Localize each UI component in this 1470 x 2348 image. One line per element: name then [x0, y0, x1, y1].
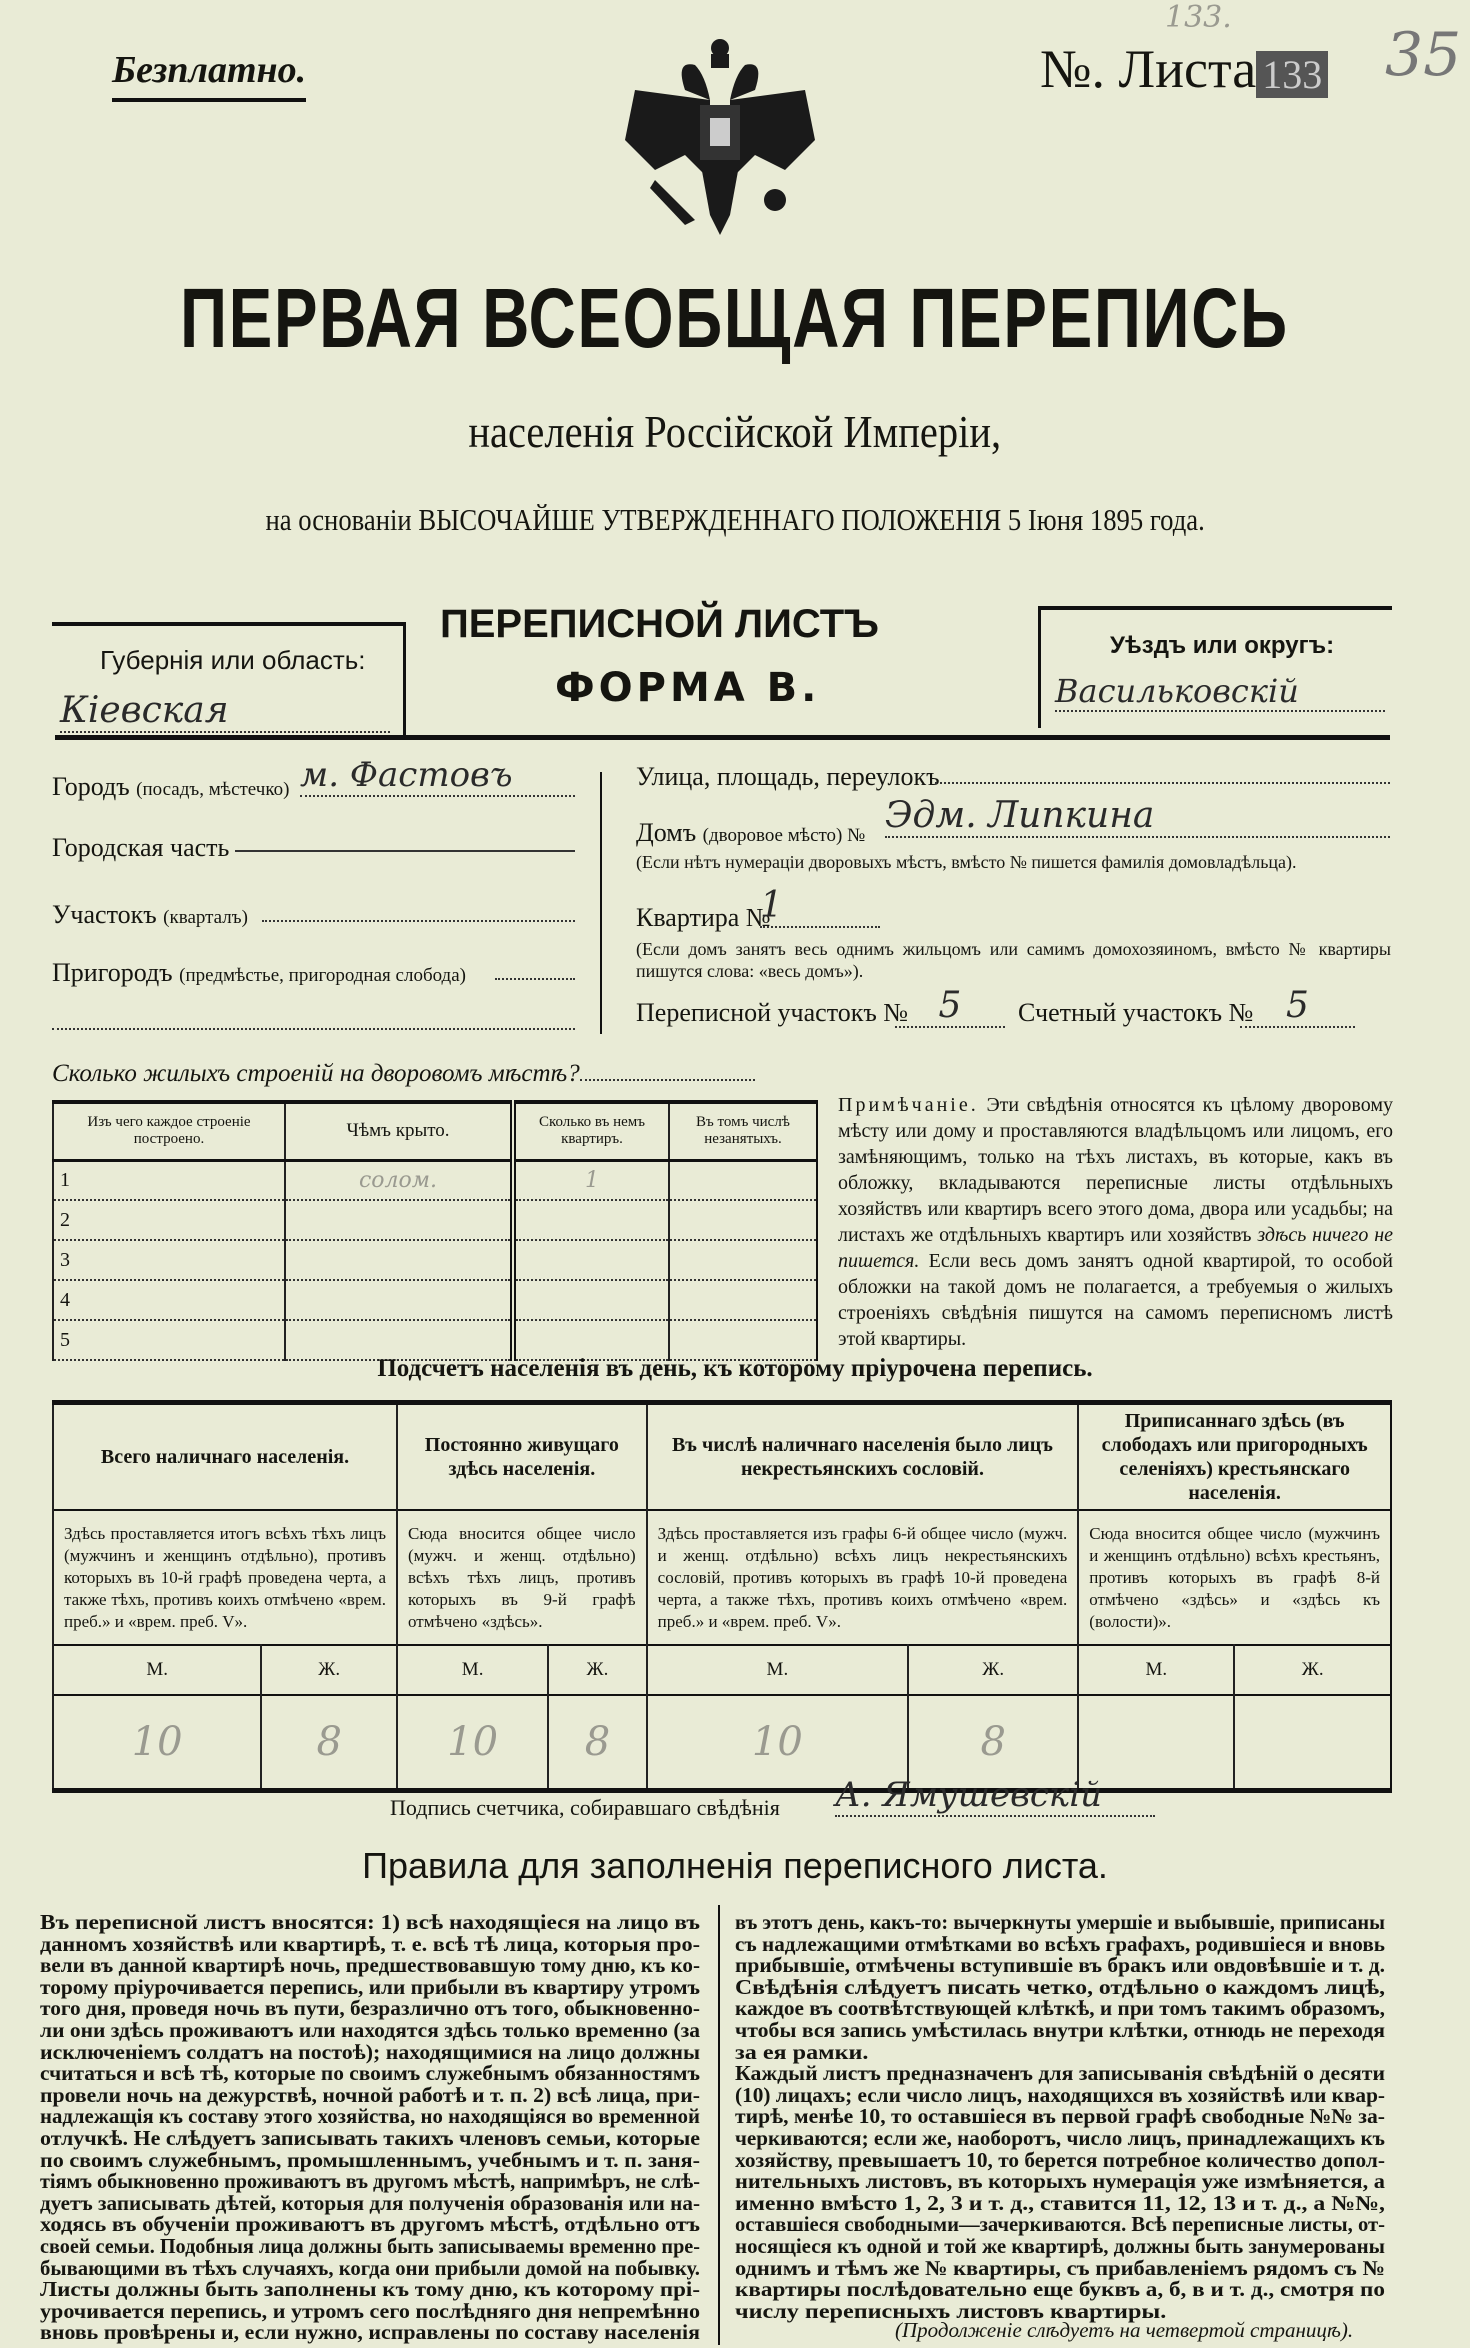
rules-line	[735, 2063, 1385, 2085]
rules-line	[735, 1974, 1385, 1999]
rules-line-text: однимъ и тѣмъ же № квартиры, съ прибавленіемъ рядомъ съ №	[735, 2255, 1385, 2280]
city-part-label: Городская часть	[52, 833, 230, 862]
rules-line-text: дуетъ записывать дѣтей, которыя для полученія образованія или на-	[40, 2190, 700, 2215]
suburb-row	[52, 958, 466, 988]
rules-line-text: прибывшіе, отмѣчены вступившіе въ бракъ или овдовѣвшіе и т. д.	[735, 1953, 1385, 1978]
rules-line	[40, 2298, 700, 2323]
census-subtitle	[0, 405, 1470, 458]
apartment-label: Квартира №	[636, 903, 771, 932]
rules-line-text: носящіеся къ одной и той же квартирѣ, должны быть занумерованы	[735, 2233, 1385, 2258]
structures-question	[52, 1060, 755, 1088]
structures-col-roof: Чѣмъ крыто.	[285, 1102, 513, 1160]
structure-cell-vacant[interactable]	[669, 1200, 817, 1240]
census-subtitle-text: населенія Россійской Имперіи,	[468, 406, 1002, 457]
population-male-value[interactable]: 10	[397, 1695, 548, 1790]
structure-row-number: 5	[60, 1328, 70, 1351]
rules-line-text: чтобы вся запись умѣстилась внутри клѣтки, отнюдь не переходя	[735, 2017, 1385, 2042]
rules-line-text: ли они здѣсь проживаютъ или находятся здѣсь только временно (за	[40, 2017, 700, 2042]
rules-line-text: урочивается перепись, и утромъ сего послѣдняго дня непремѣнно	[40, 2298, 700, 2323]
structures-count-field[interactable]	[580, 1079, 755, 1081]
population-col-description: Сюда вносится общее число (мужчинъ и женщинъ отдѣльно) всѣхъ крестьянъ, противъ которыхъ въ графѣ 8-й отмѣчено «здѣсь» и «здѣсь къ (волости)».	[1078, 1510, 1391, 1645]
divider	[1038, 606, 1041, 728]
rules-left-column	[40, 1912, 700, 2344]
rules-line	[40, 2106, 700, 2128]
suburb-hint: (предмѣстье, пригородная слобода)	[179, 965, 466, 986]
divider	[1040, 606, 1392, 610]
rules-line-text: оставшіеся свободными—зачеркиваются. Всѣ переписные листы, от-	[735, 2212, 1385, 2237]
population-male-header: М.	[647, 1645, 908, 1695]
guberniya-label: Губернія или область:	[100, 645, 366, 675]
rules-line	[40, 2171, 700, 2193]
rules-line-text: вновь провѣрены и, если нужно, исправлены по составу населенія	[40, 2320, 701, 2345]
sheet-number-value: 133	[1256, 51, 1328, 98]
structures-table	[52, 1100, 818, 1361]
divider	[718, 1905, 720, 2345]
divider	[403, 622, 406, 740]
rules-line-text: именно вмѣсто 1, 2, 3 и т. д., ставится 11, 12, 13 и т. д., а №№,	[735, 2190, 1385, 2215]
district-label: Участокъ	[52, 900, 157, 929]
rules-line	[735, 2147, 1385, 2172]
population-female-header: Ж.	[548, 1645, 646, 1695]
count-district-label: Счетный участокъ №	[1018, 998, 1254, 1027]
rules-line	[40, 2039, 701, 2064]
structure-cell-vacant[interactable]	[669, 1280, 817, 1320]
population-col-description: Здѣсь проставляется итогъ всѣхъ тѣхъ лицъ (мужчинъ и женщинъ отдѣльно), противъ которыхъ въ 10-й графѣ проведена черта, а также тѣхъ, противъ коихъ отмѣчено «врем. преб.» и «врем. преб. V».	[53, 1510, 397, 1645]
rules-line	[40, 1912, 700, 1934]
rules-line	[735, 1955, 1385, 1977]
population-male-value[interactable]: 10	[53, 1695, 261, 1790]
rules-line	[735, 2190, 1385, 2215]
population-table	[52, 1400, 1392, 1793]
house-label: Домъ	[636, 818, 697, 847]
rules-line	[40, 2082, 701, 2107]
suburb-field-extra-line[interactable]	[52, 1028, 575, 1030]
structure-cell-apartments[interactable]	[513, 1280, 669, 1320]
rules-line	[735, 2214, 1385, 2236]
rules-line	[735, 2106, 1385, 2128]
rules-line	[40, 2255, 700, 2280]
census-district-field[interactable]: 5	[895, 985, 1005, 1028]
rules-line	[40, 2279, 700, 2301]
structures-note	[838, 1092, 1393, 1352]
structure-cell-roof[interactable]: солом.	[285, 1160, 513, 1200]
uezd-label: Уѣздъ или округъ:	[1110, 632, 1335, 659]
district-field[interactable]	[262, 920, 575, 922]
structure-cell-material[interactable]	[53, 1200, 285, 1240]
structure-cell-vacant[interactable]	[669, 1240, 817, 1280]
rules-line-text: за ея рамки.	[735, 2039, 869, 2064]
rules-line	[40, 2322, 700, 2344]
rules-line-text: ходясь въ обученіи проживаютъ въ другомъ мѣстѣ, отдѣльно отъ	[40, 2212, 700, 2237]
rules-line	[40, 2125, 700, 2150]
population-female-header: Ж.	[1234, 1645, 1391, 1695]
structure-cell-material[interactable]	[53, 1280, 285, 1320]
rules-line	[735, 1931, 1385, 1956]
structures-note-title: Примѣчаніе.	[838, 1094, 979, 1116]
structures-note-italic: здѣсь ничего не пишется.	[838, 1224, 1393, 1272]
rules-line	[735, 2039, 1385, 2064]
signature-label: Подпись счетчика, собиравшаго свѣдѣнія	[390, 1795, 780, 1820]
population-male-value[interactable]: 10	[647, 1695, 908, 1790]
census-main-title	[180, 270, 1289, 367]
rules-line-text: провели ночь на дежурствѣ, ночной работѣ и т. п. 2) всѣ лица, при-	[40, 2082, 701, 2107]
sheet-title: ПЕРЕПИСНОЙ ЛИСТЪ	[440, 602, 879, 646]
population-col-description: Сюда вносится общее число (мужч. и женщ. отдѣльно) всѣхъ тѣхъ лицъ, противъ которыхъ въ 9-й графѣ отмѣчено «здѣсь».	[397, 1510, 647, 1645]
rules-line-text: черкиваются; если же, наоборотъ, число лицъ, принадлежащихъ къ	[735, 2125, 1385, 2150]
rules-line	[735, 2255, 1385, 2280]
structures-col-vacant: Въ томъ числѣ незанятыхъ.	[669, 1102, 817, 1160]
structure-cell-roof[interactable]	[285, 1200, 513, 1240]
guberniya-field[interactable]: Кіевская	[60, 690, 390, 733]
sheet-number	[1040, 38, 1328, 100]
rules-line	[40, 2233, 700, 2258]
population-col-title: Въ числѣ наличнаго населенія было лицъ некрестьянскихъ сословій.	[647, 1403, 1079, 1511]
structures-question-text: Сколько жилыхъ строеній на дворовомъ мѣстѣ?	[52, 1060, 580, 1087]
city-hint: (посадъ, мѣстечко)	[136, 779, 290, 800]
rules-right-column	[735, 1912, 1385, 2322]
population-male-header: М.	[53, 1645, 261, 1695]
apartment-note: (Если домъ занятъ весь однимъ жильцомъ или самимъ домохозяиномъ, вмѣсто № квартиры пишутся слова: «весь домъ»).	[636, 939, 1391, 981]
structure-row	[53, 1240, 817, 1280]
structure-cell-roof[interactable]	[285, 1240, 513, 1280]
rules-line-text: хозяйству, превышаетъ 10, то берется потребное количество допол-	[735, 2147, 1385, 2172]
rules-line	[735, 2125, 1385, 2150]
structure-cell-material[interactable]	[53, 1240, 285, 1280]
structure-cell-vacant[interactable]	[669, 1320, 817, 1360]
handwritten-corner-number: 35	[1385, 20, 1462, 90]
handwritten-top-number: 133.	[1165, 0, 1232, 35]
rules-line-text: въ этотъ день, какъ-то: вычеркнуты умершіе и выбывшіе, приписаны	[735, 1910, 1385, 1934]
structure-row-number: 1	[60, 1168, 70, 1191]
population-col-title: Приписаннаго здѣсь (въ слободахъ или пригородныхъ селеніяхъ) крестьянскаго населенія.	[1078, 1403, 1391, 1511]
rules-line-text: Свѣдѣнія слѣдуетъ писать четко, отдѣльно о каждомъ лицѣ,	[735, 1974, 1385, 1999]
structure-row	[53, 1280, 817, 1320]
rules-line	[40, 1998, 700, 2020]
city-field[interactable]: м. Фастовъ	[300, 755, 575, 797]
rules-line	[735, 1998, 1385, 2020]
rules-line-text: бывающими въ тѣхъ случаяхъ, когда они прибыли домой на побывку.	[40, 2255, 700, 2280]
population-female-value[interactable]: 8	[548, 1695, 646, 1790]
district-hint: (кварталъ)	[163, 907, 248, 928]
rules-line-text: тирѣ, менѣе 10, то оставшіеся въ первой графѣ свободные №№ за-	[735, 2104, 1385, 2129]
rules-line	[40, 2214, 700, 2236]
signature-field[interactable]: А. Ямушевскій	[835, 1775, 1155, 1817]
city-part-field[interactable]	[235, 850, 575, 852]
structure-row-number: 2	[60, 1208, 70, 1231]
rules-line	[40, 2063, 700, 2085]
population-male-header: М.	[397, 1645, 548, 1695]
structures-col-material: Изъ чего каждое строеніе построено.	[53, 1102, 285, 1160]
suburb-field[interactable]	[495, 978, 575, 980]
rules-line	[735, 1912, 1385, 1934]
rules-line-text: Листы должны быть заполнены къ тому дню, къ которому прі-	[40, 2277, 700, 2302]
population-female-value[interactable]: 8	[908, 1695, 1078, 1790]
structure-cell-material[interactable]	[53, 1320, 285, 1360]
structure-row-number: 3	[60, 1248, 70, 1271]
rules-line-text: нительныхъ листовъ, въ которыхъ нумерація уже измѣняется, а	[735, 2169, 1385, 2194]
structure-cell-apartments[interactable]	[513, 1240, 669, 1280]
rules-line-text: числу переписныхъ листовъ квартиры.	[735, 2298, 1167, 2323]
rules-line-text: данномъ хозяйствѣ или квартирѣ, т. е. всѣ тѣ лица, которыя про-	[40, 1931, 700, 1956]
rules-line-text: торому пріурочивается перепись, или прибыли въ квартиру утромъ	[40, 1974, 700, 1999]
district-row	[52, 900, 248, 930]
rules-line-text: съ надлежащими отмѣтками во всѣхъ графахъ, родившіеся и вновь	[735, 1931, 1385, 1956]
rules-line	[40, 2190, 700, 2215]
structures-col-apartments: Сколько въ немъ квартиръ.	[513, 1102, 669, 1160]
rules-line-text: считаться и всѣ тѣ, которые по своимъ служебнымъ обязанностямъ	[40, 2061, 700, 2086]
rules-line-text: по своимъ служебнымъ, промышленнымъ, учебнымъ и т. п. заня-	[40, 2147, 700, 2172]
rules-line-text: того дня, проведя ночь въ пути, безразлично отъ того, обыкновенно-	[40, 1996, 700, 2021]
house-note: (Если нѣтъ нумераціи дворовыхъ мѣстъ, вмѣсто № пишется фамилія домовладѣльца).	[636, 852, 1297, 872]
rules-continuation: (Продолженіе слѣдуетъ на четвертой страницѣ).	[895, 2318, 1354, 2342]
free-of-charge-label: Безплатно.	[112, 48, 306, 102]
house-field[interactable]: Эдм. Липкина	[885, 795, 1390, 838]
rules-line-text: надлежащія къ составу этого хозяйства, но находящіяся во временной	[40, 2104, 700, 2129]
form-label: ФОРМА В.	[555, 665, 821, 711]
uezd-field[interactable]: Васильковскій	[1055, 672, 1385, 712]
rules-line-text: каждое въ соотвѣтствующей клѣткѣ, и при томъ такимъ образомъ,	[735, 1996, 1385, 2021]
population-female-header: Ж.	[261, 1645, 397, 1695]
population-female-value[interactable]	[1234, 1695, 1391, 1790]
city-label: Городъ	[52, 772, 130, 801]
divider	[55, 735, 1390, 740]
divider	[52, 622, 404, 626]
rules-line-text: Каждый листъ предназначенъ для записыванія свѣдѣній о десяти	[735, 2061, 1385, 2086]
rules-line	[735, 2082, 1385, 2107]
rules-line	[735, 2017, 1385, 2042]
legal-basis-text: на основаніи ВЫСОЧАЙШЕ УТВЕРЖДЕННАГО ПОЛОЖЕНІЯ 5 Іюня 1895 года.	[265, 502, 1205, 537]
divider	[600, 772, 602, 1034]
count-district-field[interactable]: 5	[1240, 985, 1355, 1028]
rules-line	[40, 1931, 700, 1956]
rules-line	[735, 2233, 1385, 2258]
structure-cell-roof[interactable]	[285, 1320, 513, 1360]
population-col-description: Здѣсь проставляется изъ графы 6-й общее число (мужч. и женщ. отдѣльно) всѣхъ лицъ некрестьянскихъ сословій, противъ которыхъ въ графѣ 10-й проведена черта, а также тѣхъ, противъ коихъ отмѣчено «врем. преб.» и «врем. преб. V».	[647, 1510, 1079, 1645]
structures-note-text: Эти свѣдѣнія относятся къ цѣлому дворовому мѣсту или дому и проставляются владѣльцомъ или лицомъ, его замѣняющимъ, только на тѣхъ листахъ, въ которые, какъ въ обложку, вкладываются переписные листы отдѣльныхъ хозяйствъ или квартиръ всего этого дома, двора или усадьбы; на листахъ же отдѣльныхъ квартиръ или хозяйствъ	[838, 1094, 1394, 1246]
rules-line-text: отлучкѣ. Не слѣдуетъ записывать такихъ членовъ семьи, которые	[40, 2125, 700, 2150]
population-col-title: Постоянно живущаго здѣсь населенія.	[397, 1403, 647, 1511]
rules-line-text: исключеніемъ солдатъ на постоѣ); находящимися на лицо должны	[40, 2039, 701, 2064]
population-female-value[interactable]: 8	[261, 1695, 397, 1790]
population-male-header: М.	[1078, 1645, 1234, 1695]
street-label: Улица, площадь, переулокъ	[636, 762, 940, 791]
rules-line-text: вели въ данной квартирѣ ночь, предшествовавшую тому дню, къ ко-	[40, 1953, 700, 1978]
structure-row	[53, 1320, 817, 1360]
rules-line-text: квартиры послѣдовательно еще буквъ а, б, в и т. д., смотря по	[735, 2277, 1385, 2302]
structure-cell-apartments[interactable]	[513, 1200, 669, 1240]
structure-row	[53, 1160, 817, 1200]
apartment-field[interactable]: 1	[760, 885, 880, 928]
census-main-title-text: ПЕРВАЯ ВСЕОБЩАЯ ПЕРЕПИСЬ	[180, 271, 1289, 365]
imperial-eagle-emblem	[615, 30, 825, 250]
structure-cell-material[interactable]	[53, 1160, 285, 1200]
rules-line	[735, 2279, 1385, 2301]
rules-line-text: Въ переписной листъ вносятся: 1) всѣ находящіеся на лицо въ	[40, 1910, 700, 1934]
structure-cell-apartments[interactable]: 1	[513, 1160, 669, 1200]
structure-row	[53, 1200, 817, 1240]
structure-cell-vacant[interactable]	[669, 1160, 817, 1200]
rules-line	[735, 2171, 1385, 2193]
population-female-header: Ж.	[908, 1645, 1078, 1695]
suburb-label: Пригородъ	[52, 958, 173, 987]
structure-cell-roof[interactable]	[285, 1280, 513, 1320]
rules-line	[40, 2147, 700, 2172]
house-row	[636, 818, 865, 848]
sheet-number-label: №. Листа	[1040, 39, 1257, 99]
house-hint: (дворовое мѣсто) №	[702, 825, 866, 846]
structures-note-tail: Если весь домъ занятъ одной квартирой, то особой обложки на такой домъ не полагается, а требуемыя о жилыхъ строеніяхъ свѣдѣнія пишутся на самомъ переписномъ листѣ этой квартиры.	[838, 1250, 1393, 1350]
structure-cell-apartments[interactable]	[513, 1320, 669, 1360]
structure-row-number: 4	[60, 1288, 70, 1311]
rules-line-text: тіямъ обыкновенно проживаютъ въ другомъ мѣстѣ, напримѣръ, не слѣ-	[40, 2169, 700, 2194]
population-col-title: Всего наличнаго населенія.	[53, 1403, 397, 1511]
census-district-label: Переписной участокъ №	[636, 998, 909, 1027]
rules-line	[40, 1955, 700, 1977]
rules-line-text: своей семьи. Подобныя лица должны быть записываемы временно пре-	[40, 2233, 700, 2258]
rules-title: Правила для заполненія переписного листа.	[362, 1845, 1108, 1886]
street-field[interactable]	[935, 782, 1390, 784]
legal-basis-line	[0, 502, 1470, 538]
city-field-row	[52, 772, 289, 802]
rules-line	[40, 2017, 700, 2042]
rules-line	[40, 1974, 700, 1999]
population-title: Подсчетъ населенія въ день, къ которому пріурочена перепись.	[377, 1355, 1093, 1382]
rules-line-text: (10) лицахъ; если число лицъ, находящихся въ хозяйствѣ или квар-	[735, 2082, 1385, 2107]
